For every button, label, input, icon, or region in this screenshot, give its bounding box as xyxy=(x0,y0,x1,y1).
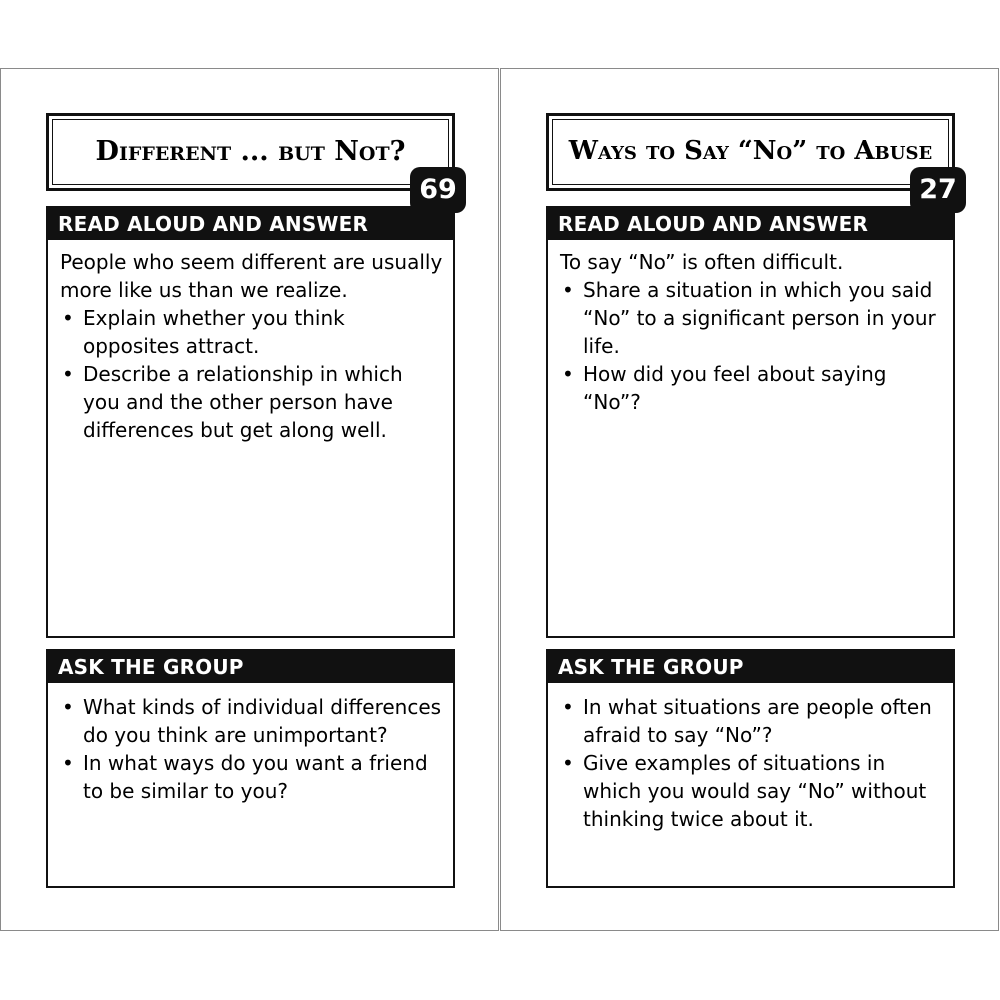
ask-group-body xyxy=(548,683,953,833)
ask-group-section xyxy=(46,649,455,888)
ask-group-body xyxy=(48,683,453,805)
ask-group-header: ASK THE GROUP xyxy=(48,651,453,683)
read-aloud-header: READ ALOUD AND ANSWER xyxy=(548,208,953,240)
ask-group-header: ASK THE GROUP xyxy=(548,651,953,683)
read-aloud-bullets xyxy=(60,304,443,444)
read-aloud-intro: To say “No” is often difficult. xyxy=(560,250,844,274)
card-different-but-not xyxy=(0,68,499,931)
ask-group-section xyxy=(546,649,955,888)
bullet-item: • What kinds of individual differences do you think are unimportant? xyxy=(60,693,443,749)
bullet-item: • Explain whether you think opposites attract. xyxy=(60,304,443,360)
bullet-item: • How did you feel about saying “No”? xyxy=(560,360,943,416)
bullet-item: • Give examples of situations in which you would say “No” without thinking twice about it. xyxy=(560,749,943,833)
card-title: Ways to Say “No” to Abuse xyxy=(568,136,933,166)
bullet-item: • Describe a relationship in which you and the other person have differences but get along well. xyxy=(60,360,443,444)
bullet-item: • In what ways do you want a friend to be similar to you? xyxy=(60,749,443,805)
ask-group-bullets xyxy=(60,693,443,805)
read-aloud-body xyxy=(48,240,453,444)
card-number-badge: 69 xyxy=(411,168,465,212)
card-ways-to-say-no xyxy=(500,68,999,931)
bullet-item: • In what situations are people often afraid to say “No”? xyxy=(560,693,943,749)
card-title: Different ... but Not? xyxy=(95,136,406,167)
bullet-item: • Share a situation in which you said “No” to a significant person in your life. xyxy=(560,276,943,360)
read-aloud-bullets xyxy=(560,276,943,416)
read-aloud-body xyxy=(548,240,953,416)
read-aloud-header: READ ALOUD AND ANSWER xyxy=(48,208,453,240)
card-number-badge: 27 xyxy=(911,168,965,212)
card-title-box xyxy=(46,113,455,191)
read-aloud-intro: People who seem different are usually more like us than we realize. xyxy=(60,250,443,302)
read-aloud-section xyxy=(546,206,955,638)
ask-group-bullets xyxy=(560,693,943,833)
read-aloud-section xyxy=(46,206,455,638)
card-title-box xyxy=(546,113,955,191)
